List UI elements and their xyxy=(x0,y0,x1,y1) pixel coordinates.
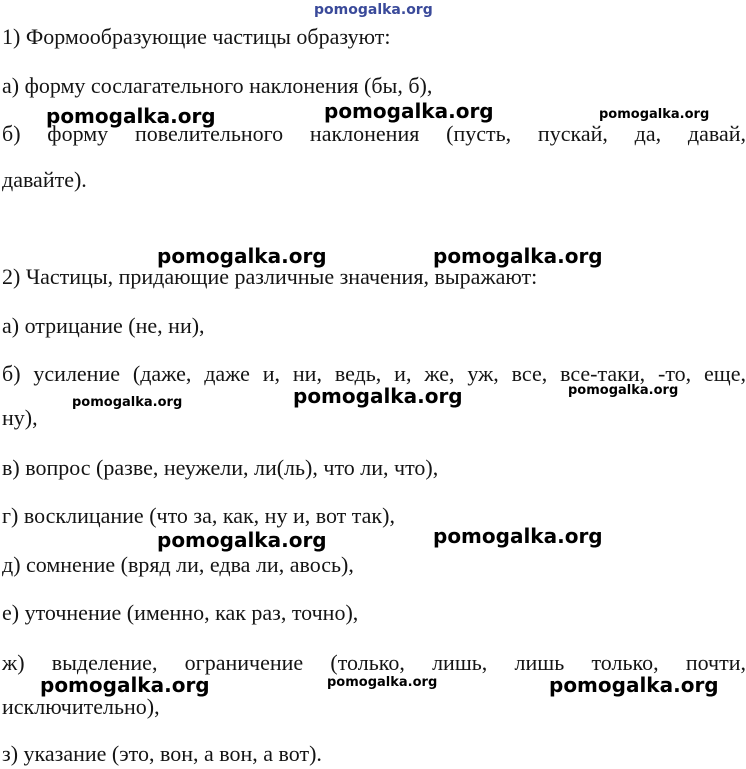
text-line-6: а) отрицание (не, ни), xyxy=(2,313,205,338)
text-line-9: в) вопрос (разве, неужели, ли(ль), что ли, что), xyxy=(2,455,439,480)
watermark: pomogalka.org xyxy=(46,104,216,128)
watermark: pomogalka.org xyxy=(157,244,327,268)
text-line-10: г) восклицание (что за, как, ну и, вот так), xyxy=(2,503,395,528)
watermark: pomogalka.org xyxy=(72,395,183,410)
text-line-1: 1) Формообразующие частицы образуют: xyxy=(2,24,391,49)
watermark: pomogalka.org xyxy=(327,675,438,690)
watermark: pomogalka.org xyxy=(40,673,210,697)
text-line-3: б) форму повелительного наклонения (пусть, пускай, да, давай, xyxy=(2,121,746,146)
text-line-12: е) уточнение (именно, как раз, точно), xyxy=(2,600,359,625)
watermark: pomogalka.org xyxy=(324,99,494,123)
text-line-5: 2) Частицы, придающие различные значения, выражают: xyxy=(2,264,538,289)
text-line-2: а) форму сослагательного наклонения (бы, б), xyxy=(2,73,433,98)
watermark: pomogalka.org xyxy=(433,524,603,548)
header-watermark: pomogalka.org xyxy=(314,2,433,18)
text-line-8: ну), xyxy=(2,405,38,430)
watermark: pomogalka.org xyxy=(568,383,679,398)
text-line-14: исключительно), xyxy=(2,694,160,719)
watermark: pomogalka.org xyxy=(433,244,603,268)
text-line-4: давайте). xyxy=(2,167,87,192)
watermark: pomogalka.org xyxy=(293,384,463,408)
text-line-7: б) усиление (даже, даже и, ни, ведь, и, же, уж, все, все-таки, -то, еще, xyxy=(2,361,746,386)
watermark: pomogalka.org xyxy=(549,673,719,697)
watermark: pomogalka.org xyxy=(599,107,710,122)
text-line-11: д) сомнение (вряд ли, едва ли, авось), xyxy=(2,552,354,577)
watermark: pomogalka.org xyxy=(157,528,327,552)
text-line-15: з) указание (это, вон, а вон, а вот). xyxy=(2,741,322,766)
text-line-13: ж) выделение, ограничение (только, лишь, лишь только, почти, xyxy=(2,650,746,675)
